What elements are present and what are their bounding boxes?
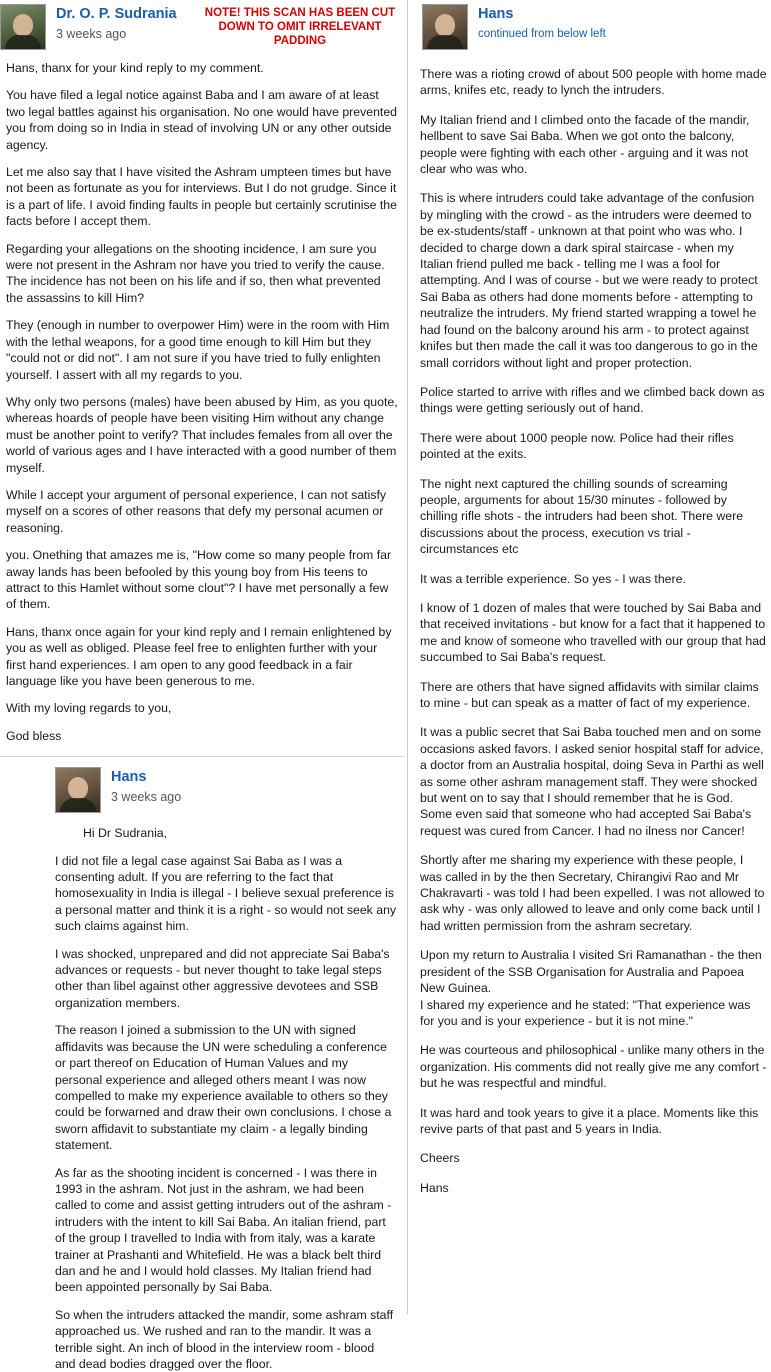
- paragraph: you. Onething that amazes me is, "How come so many people from far away lands has been befooled by this young boy from His teens to attract to this Hamlet without some clout"? I have met personally a few of them.: [6, 548, 392, 612]
- paragraph: It was a public secret that Sai Baba touched men and on some occasions asked favors. I asked senior hospital staff for advice, a doctor from an Australia hospital, doing Seva in Parthi as well as some other ashram management staff. They were shocked but went on to say that I should remember that he is God. Some even said that someone who had accepted Sai Baba's request was cured from Cancer. I had no ilness nor Cancer!: [420, 725, 764, 838]
- paragraph: They (enough in number to overpower Him) were in the room with Him with the lethal weapons, for a good time enough to kill Him but they "could not or did not". I am not sure if you have tried to fully enlighten yourself. I assert with all my regards to you.: [6, 318, 390, 382]
- paragraph: Let me also say that I have visited the Ashram umpteen times but have not been as fortunate as you for interviews. But I do not grudge. Since it is a part of life. I avoid finding faults in people but certainly scrutinise the facts before I accept them.: [6, 165, 397, 229]
- avatar-hans-right[interactable]: [422, 4, 468, 50]
- paragraph: It was hard and took years to give it a place. Moments like this revive parts of that past and 5 years in India.: [420, 1105, 759, 1136]
- column-divider: [407, 0, 408, 1314]
- paragraph: God bless: [6, 728, 62, 743]
- comment-body-hans: [55, 825, 404, 1372]
- scan-notice: NOTE! THIS SCAN HAS BEEN CUT DOWN TO OMIT IRRELEVANT PADDING: [204, 7, 396, 47]
- paragraph: I know of 1 dozen of males that were touched by Sai Baba and that received invitations - but know for a fact that it happened to me and know of someone who travelled with our group that had succumbed to Sai Baba's request.: [420, 600, 766, 665]
- comment-timestamp: 3 weeks ago: [56, 27, 127, 41]
- comment-meta: [56, 4, 177, 43]
- paragraph: As far as the shooting incident is concerned - I was there in 1993 in the ashram. Not just in the ashram, we had been called to come and assist getting intruders out of the ashram - intruders with the intent to kill Sai Baba. An italian friend, part of the group I travelled to India with from italy, was a karate trainer at Prashanti and Whitefield. He was a black belt third dan and he and I would hold classes. My Italian friend had been appointed personally by Sai Baba.: [55, 1165, 392, 1295]
- comment-body-hans-right: [412, 66, 771, 1196]
- paragraph: There were about 1000 people now. Police had their rifles pointed at the exits.: [420, 430, 734, 462]
- continued-note: continued from below left: [478, 28, 606, 40]
- paragraph: Police started to arrive with rifles and we climbed back down as things were getting seriously out of hand.: [420, 384, 765, 416]
- paragraph: Hans, thanx once again for your kind reply and I remain enlightened by you as well as obliged. Please feel free to enlighten further with your first hand experiences. I am open to any good feedback in a fair language like you have been generous to me.: [6, 624, 392, 688]
- avatar-face: [13, 14, 33, 36]
- paragraph: With my loving regards to you,: [6, 701, 172, 716]
- greeting: Hi Dr Sudrania,: [83, 826, 168, 841]
- paragraph: Hans, thanx for your kind reply to my comment.: [6, 61, 264, 75]
- paragraph: Regarding your allegations on the shooting incidence, I am sure you were not present in the Ashram nor have you tried to verify the cause. The incidence has not been on his life and if so, then what prevented the assassins to kill Him?: [6, 241, 385, 305]
- comment-author[interactable]: Hans: [111, 769, 147, 786]
- avatar-body: [60, 798, 96, 812]
- comment-header-hans: [55, 763, 404, 813]
- comment-meta: [478, 4, 606, 43]
- paragraph: Why only two persons (males) have been abused by Him, as you quote, whereas hoards of people have been visiting Him without any change must be another point to verify? That includes females from all over the world of various ages and I have interacted with a good number of them myself.: [6, 394, 398, 475]
- avatar-sudrania[interactable]: [0, 4, 46, 50]
- avatar-face: [435, 14, 455, 36]
- paragraph: So when the intruders attacked the mandir, some ashram staff approached us. We rushed and ran to the mandir. It was a terrible sight. An inch of blood in the interview room - blood and dead bodies dragged over the floor.: [55, 1307, 394, 1371]
- paragraph: There was a rioting crowd of about 500 people with home made arms, knifes etc, ready to lynch the intruders.: [420, 67, 767, 98]
- paragraph: You have filed a legal notice against Baba and I am aware of at least two legal battles against his organisation. No one would have prevented you from doing so in India in stead of involving UN or any other outside agency.: [6, 88, 398, 152]
- paragraph: This is where intruders could take advantage of the confusion by mingling with the crowd - as the intruders were deemed to be ex-students/staff - unknown at that point who was who. I decided to charge down a dark spiral staircase - when my Italian friend pulled me back - telling me I was a fool for attempting. And I was of course - but we were ready to protect Sai Baba as others had done moments before - attempting to neutralize the intruders. My friend started wrapping a towel he had found on the balcony around his arm - to protect against knifes but then made the call it was too dangerous to go in the small corridors without light and proper protection.: [420, 191, 758, 370]
- paragraph: Upon my return to Australia I visited Sri Ramanathan - the then president of the SSB Organisation for Australia and Papoea New Guinea.: [420, 948, 762, 996]
- paragraph: The reason I joined a submission to the UN with signed affidavits was because the UN were scheduling a conference or part thereof on Education of Human Values and my personal experience and alleged others meant I was now compelled to make my experience available to others so they could be forwarned and draw their own conclusions. I chose a sworn affidavit to substantiate my claim - a legally binding statement.: [55, 1023, 392, 1153]
- paragraph: He was courteous and philosophical - unlike many others in the organization. His comments did not really give me any comfort - but he was respectful and mindful.: [420, 1043, 767, 1091]
- comment-body-sudrania: [0, 60, 404, 744]
- comment-author[interactable]: Hans: [478, 6, 514, 22]
- paragraph: Shortly after me sharing my experience with these people, I was called in by the then Secretary, Chirangivi Rao and Mr Chakravarti - was told I had been expelled. I was not allowed to ask why - was only allowed to leave and only come back until I had written permission from the ashram secretary.: [420, 853, 765, 933]
- paragraph: It was a terrible experience. So yes - I was there.: [420, 571, 686, 586]
- right-column: [412, 0, 771, 1314]
- comment-divider: [0, 756, 404, 757]
- paragraph: I shared my experience and he stated: "That experience was for you and is your experience - but it is not mine.": [420, 997, 751, 1028]
- paragraph: While I accept your argument of personal experience, I can not satisfy myself on a scores of other reasons that defy my personal acumen or reasoning.: [6, 487, 387, 535]
- avatar-face: [68, 777, 88, 799]
- comment-author[interactable]: Dr. O. P. Sudrania: [56, 6, 177, 22]
- paragraph: Hans: [420, 1180, 449, 1195]
- paragraph: My Italian friend and I climbed onto the facade of the mandir, hellbent to save Sai Baba. When we got onto the balcony, people were fighting with each other - arguing and it was not clear who was who.: [420, 112, 750, 177]
- paragraph: The night next captured the chilling sounds of screaming people, arguments for about 15/30 minutes - followed by chilling rifle shots - the intruders had been shot. There were discussions about the process, execution vs trial - circumstances etc: [420, 476, 744, 557]
- paragraph: I was shocked, unprepared and did not appreciate Sai Baba's advances or requests - but never thought to take legal steps other than libel against other aggressive devotees and SSB organization members.: [55, 946, 390, 1010]
- comment-meta: [111, 767, 181, 806]
- avatar-hans[interactable]: [55, 767, 101, 813]
- comment-timestamp: 3 weeks ago: [111, 790, 182, 805]
- avatar-body: [427, 35, 463, 49]
- paragraph: I did not file a legal case against Sai Baba as I was a consenting adult. If you are referring to the fact that homosexuality in India is illegal - I believe sexual preference is a personal matter and think it is a right - so would not seek any such claims against him.: [55, 853, 397, 934]
- avatar-body: [5, 35, 41, 49]
- comment-header-hans-right: [412, 0, 771, 50]
- paragraph: There are others that have signed affidavits with similar claims to mine - but can speak as a matter of fact of my experience.: [420, 679, 759, 710]
- paragraph: Cheers: [420, 1151, 460, 1166]
- comment-thread-hans: [55, 763, 404, 1372]
